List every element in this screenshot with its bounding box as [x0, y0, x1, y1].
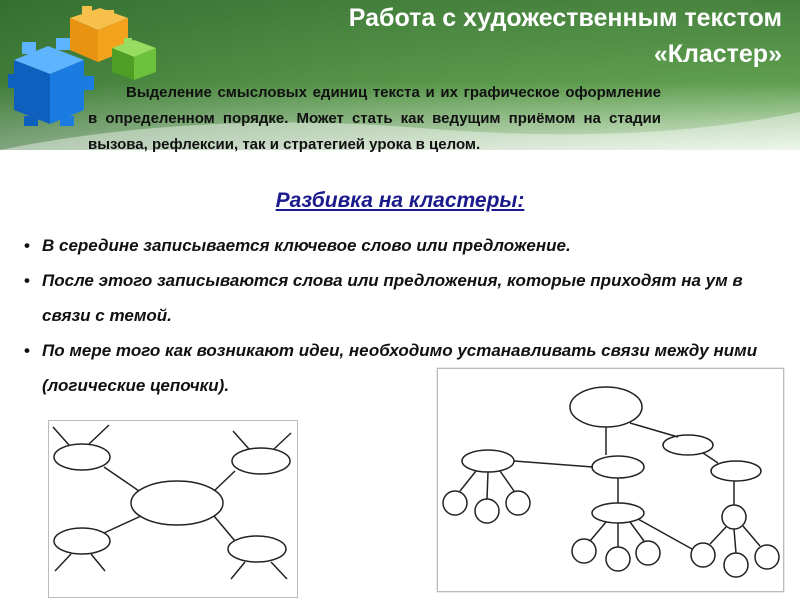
bullet-text: По мере того как возникают идеи, необходимо устанавливать связи между ними (логические цепочки). [42, 341, 758, 395]
tree-node [592, 456, 644, 478]
tree-leaf [724, 553, 748, 577]
tree-node [462, 450, 514, 472]
cluster-center-node [131, 481, 223, 525]
cluster-diagram [48, 420, 298, 598]
bullet-text: После этого записываются слова или предложения, которые приходят на ум в связи с темой. [42, 271, 743, 325]
tree-leaf [506, 491, 530, 515]
tree-diagram-drawing [438, 369, 783, 591]
cluster-node-bottom-left [54, 528, 110, 554]
bullet-item [22, 263, 782, 333]
intro-paragraph: Выделение смысловых единиц текста и их графическое оформление в определенном порядке. Может стать как ведущим приёмом на стадии вызова, рефлексии, так и стратегией урока в целом. [88, 84, 661, 153]
bullet-text: В середине записывается ключевое слово или предложение. [42, 236, 571, 255]
tree-leaf [755, 545, 779, 569]
tree-node [722, 505, 746, 529]
cluster-node-bottom-right [228, 536, 286, 562]
tree-root-node [570, 387, 642, 427]
tree-leaf [475, 499, 499, 523]
title-line-1: Работа с художественным текстом [348, 4, 782, 32]
section-heading: Разбивка на кластеры: [275, 189, 525, 212]
tree-leaf [572, 539, 596, 563]
bullet-glyph: • [24, 236, 30, 255]
tree-leaf [691, 543, 715, 567]
tree-leaf [443, 491, 467, 515]
title-line-2: «Кластер» [653, 40, 782, 68]
cluster-node-top-left [54, 444, 110, 470]
tree-node [663, 435, 713, 455]
bullet-glyph: • [24, 341, 30, 360]
slide-title [222, 0, 782, 72]
tree-diagram [437, 368, 784, 592]
tree-leaf [636, 541, 660, 565]
bullet-item [22, 228, 782, 263]
cluster-diagram-drawing [49, 421, 297, 597]
tree-node [592, 503, 644, 523]
bullet-glyph: • [24, 271, 30, 290]
tree-leaf [606, 547, 630, 571]
cluster-node-top-right [232, 448, 290, 474]
tree-node [711, 461, 761, 481]
